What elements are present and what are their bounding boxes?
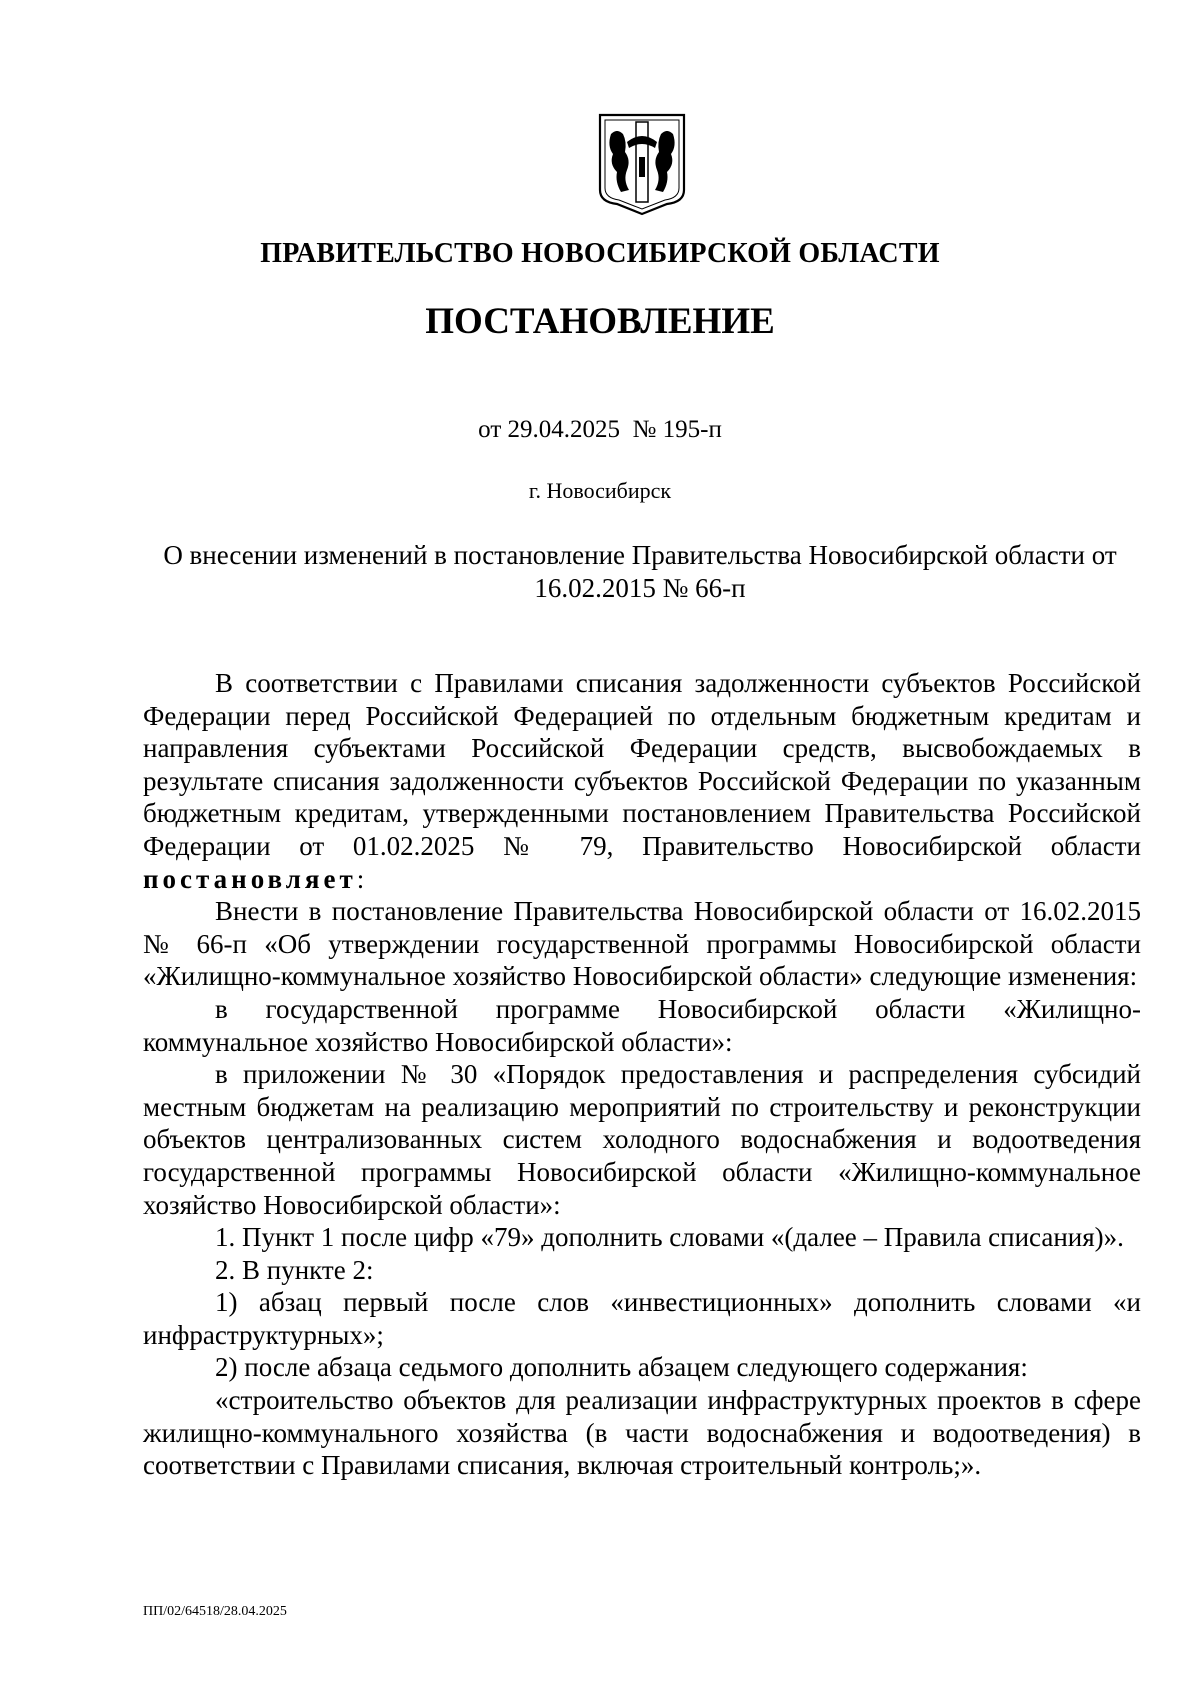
- document-type: ПОСТАНОВЛЕНИЕ: [425, 301, 775, 342]
- coat-of-arms-icon: [597, 112, 687, 217]
- preamble-end: :: [356, 863, 365, 894]
- body-paragraph: в приложении № 30 «Порядок предоставления и распределения субсидий местным бюджетам на реализацию мероприятий по строительству и реконструкции объектов централизованных систем холодного водоснабжения и водоотведения государственной программы Новосибирской области «Жилищно-коммунальное хозяйство Новосибирской области»:: [143, 1059, 1141, 1220]
- document-footer-code: ПП/02/64518/28.04.2025: [143, 1604, 287, 1619]
- document-city: г. Новосибирск: [528, 478, 672, 503]
- body-paragraph: «строительство объектов для реализации инфраструктурных проектов в сфере жилищно-коммунального хозяйства (в части водоснабжения и водоотведения) в соответствии с Правилами списания, включая строительный контроль;».: [143, 1385, 1141, 1481]
- document-subject: О внесении изменений в постановление Правительства Новосибирской области от 16.02.2015 № 66-п: [163, 540, 1117, 603]
- body-paragraph: Внести в постановление Правительства Новосибирской области от 16.02.2015 № 66-п «Об утверждении государственной программы Новосибирской области «Жилищно-коммунальное хозяйство Новосибирской области» следующие изменения:: [143, 896, 1141, 992]
- body-paragraph: 1. Пункт 1 после цифр «79» дополнить словами «(далее – Правила списания)».: [215, 1222, 1124, 1253]
- document-date-number: от 29.04.2025 № 195-п: [478, 416, 722, 443]
- document-body: [143, 667, 1141, 1482]
- preamble-text: В соответствии с Правилами списания задолженности субъектов Российской Федерации перед Российской Федерацией по отдельным бюджетным кредитам и направления субъектами Российской Федерации средств, высвобождаемых в результате списания задолженности субъектов Российской Федерации по указанным бюджетным кредитам, утвержденными постановлением Правительства Российской Федерации от 01.02.2025 № 79, Правительство Новосибирской области: [143, 668, 1141, 861]
- government-name: ПРАВИТЕЛЬСТВО НОВОСИБИРСКОЙ ОБЛАСТИ: [260, 238, 940, 269]
- resolves-word: постановляет: [143, 863, 357, 894]
- body-paragraph: 2) после абзаца седьмого дополнить абзацем следующего содержания:: [215, 1352, 1028, 1383]
- body-paragraph: 1) абзац первый после слов «инвестиционных» дополнить словами «и инфраструктурных»;: [143, 1287, 1141, 1350]
- body-paragraph: 2. В пункте 2:: [215, 1254, 374, 1285]
- body-paragraph: в государственной программе Новосибирской области «Жилищно-коммунальное хозяйство Новосибирской области»:: [143, 993, 1141, 1057]
- body-paragraph: [143, 667, 1141, 895]
